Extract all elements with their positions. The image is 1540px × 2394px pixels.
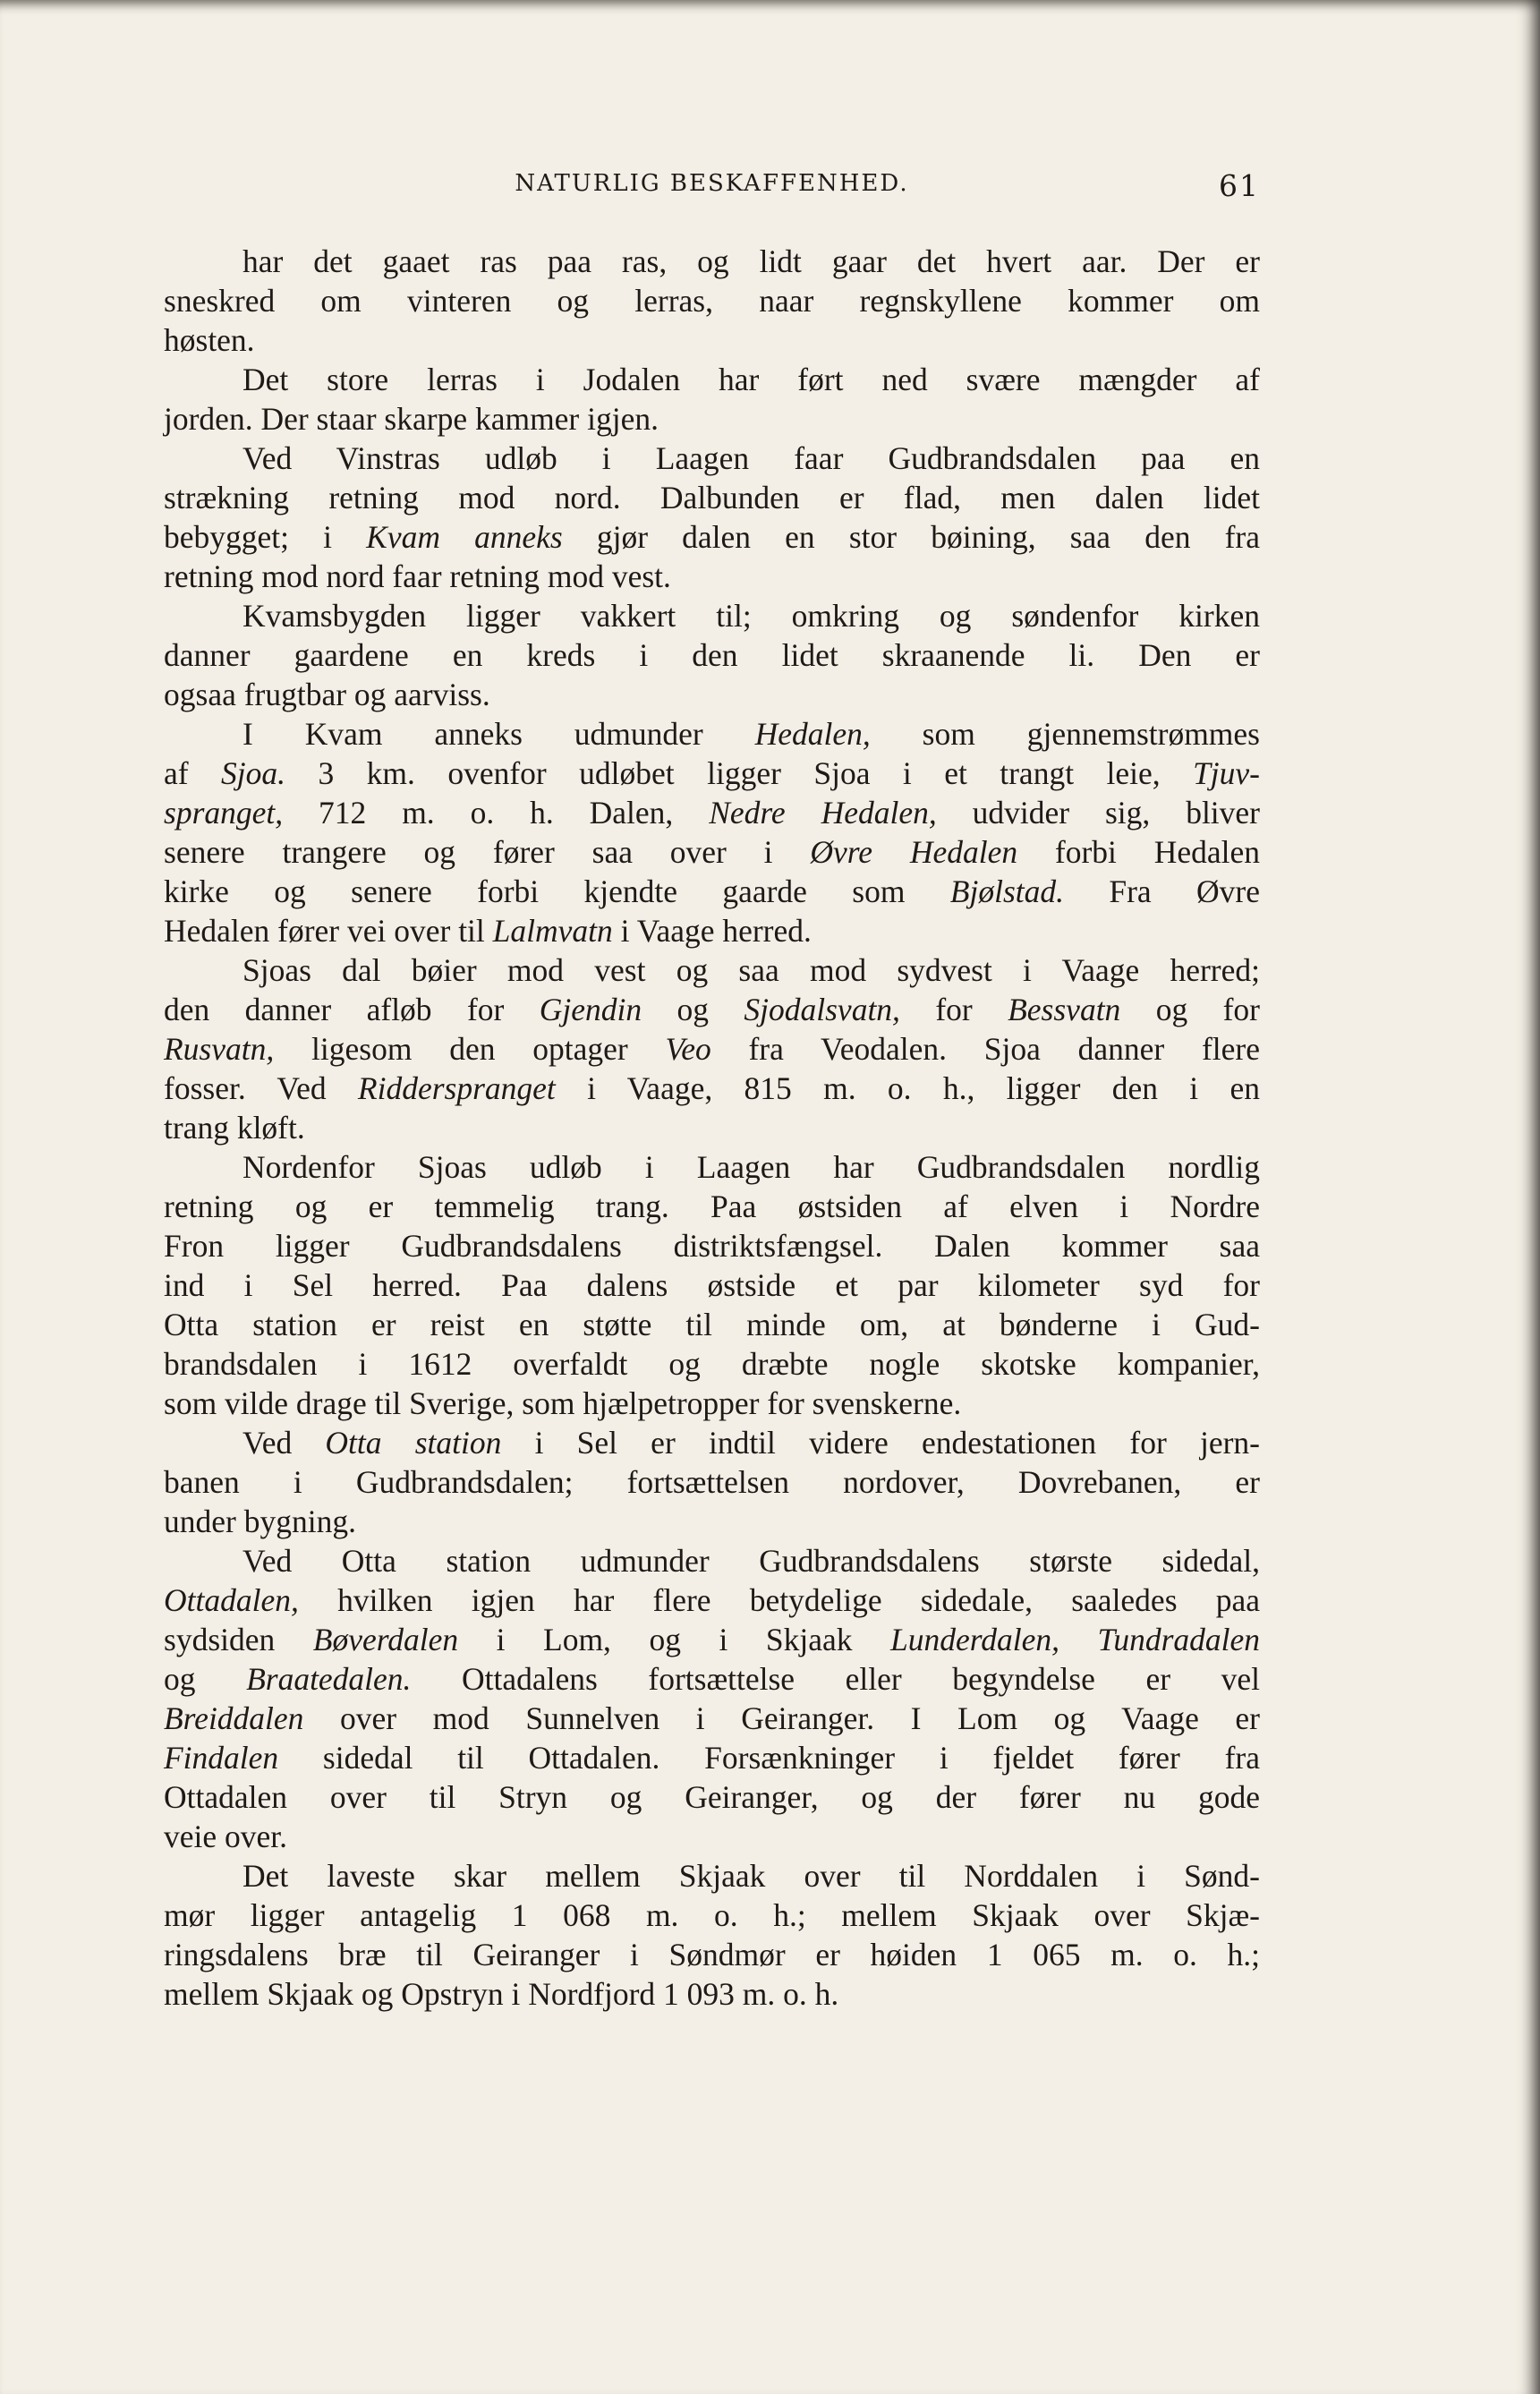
text-line: Ved Otta station i Sel er indtil videre endestationen for jern- bbox=[242, 1425, 1260, 1461]
text-line: Hedalen fører vei over til Lalmvatn i Vaage herred. bbox=[164, 913, 812, 949]
text-line: Ottadalen, hvilken igjen har flere betydelige sidedale, saaledes paa bbox=[164, 1582, 1260, 1618]
running-head bbox=[164, 170, 1260, 209]
text-line: ind i Sel herred. Paa dalens østside et par kilometer syd for bbox=[164, 1267, 1260, 1303]
paragraph bbox=[164, 1147, 1260, 1423]
text-line: spranget, 712 m. o. h. Dalen, Nedre Hedalen, udvider sig, bliver bbox=[164, 795, 1260, 831]
text-line: brandsdalen i 1612 overfaldt og dræbte nogle skotske kompanier, bbox=[164, 1346, 1260, 1382]
page-number: 61 bbox=[1219, 168, 1260, 203]
text-line: retning mod nord faar retning mod vest. bbox=[164, 558, 671, 594]
text-line: retning og er temmelig trang. Paa østsiden af elven i Nordre bbox=[164, 1188, 1260, 1224]
text-line: som vilde drage til Sverige, som hjælpetropper for svenskerne. bbox=[164, 1385, 962, 1421]
paragraph bbox=[164, 596, 1260, 714]
text-line: Findalen sidedal til Ottadalen. Forsænkninger i fjeldet fører fra bbox=[164, 1740, 1260, 1776]
paragraph bbox=[164, 242, 1260, 360]
text-line: trang kløft. bbox=[164, 1110, 305, 1146]
text-line: banen i Gudbrandsdalen; fortsættelsen nordover, Dovrebanen, er bbox=[164, 1464, 1260, 1500]
text-line: Ottadalen over til Stryn og Geiranger, og der fører nu gode bbox=[164, 1779, 1260, 1815]
paragraph bbox=[164, 714, 1260, 950]
text-line: I Kvam anneks udmunder Hedalen, som gjennemstrømmes bbox=[242, 716, 1260, 752]
text-line: danner gaardene en kreds i den lidet skraanende li. Den er bbox=[164, 637, 1260, 673]
text-line: Sjoas dal bøier mod vest og saa mod sydvest i Vaage herred; bbox=[242, 952, 1260, 988]
text-line: Rusvatn, ligesom den optager Veo fra Veodalen. Sjoa danner flere bbox=[164, 1031, 1261, 1067]
text-line: sneskred om vinteren og lerras, naar regnskyllene kommer om bbox=[164, 283, 1260, 319]
text-line: Kvamsbygden ligger vakkert til; omkring og søndenfor kirken bbox=[242, 598, 1260, 634]
text-line: den danner afløb for Gjendin og Sjodalsvatn, for Bessvatn og for bbox=[164, 992, 1260, 1027]
text-line: mør ligger antagelig 1 068 m. o. h.; mellem Skjaak over Skjæ- bbox=[164, 1897, 1260, 1933]
paragraph bbox=[164, 360, 1260, 439]
paragraph bbox=[164, 950, 1260, 1147]
paragraph bbox=[164, 1856, 1260, 2014]
text-line: jorden. Der staar skarpe kammer igjen. bbox=[164, 401, 659, 437]
text-line: sydsiden Bøverdalen i Lom, og i Skjaak Lunderdalen, Tundradalen bbox=[164, 1622, 1261, 1657]
text-line: Nordenfor Sjoas udløb i Laagen har Gudbrandsdalen nordlig bbox=[242, 1149, 1260, 1185]
text-line: Det laveste skar mellem Skjaak over til Norddalen i Sønd- bbox=[242, 1858, 1260, 1894]
text-line: ogsaa frugtbar og aarviss. bbox=[164, 677, 490, 712]
text-line: Ved Vinstras udløb i Laagen faar Gudbrandsdalen paa en bbox=[242, 440, 1260, 476]
text-line: og Braatedalen. Ottadalens fortsættelse eller begyndelse er vel bbox=[164, 1661, 1260, 1697]
body-text bbox=[164, 242, 1260, 2014]
text-line: Det store lerras i Jodalen har ført ned svære mængder af bbox=[242, 362, 1260, 397]
text-line: veie over. bbox=[164, 1819, 287, 1854]
text-line: ringsdalens bræ til Geiranger i Søndmør er høiden 1 065 m. o. h.; bbox=[164, 1937, 1260, 1972]
text-line: Otta station er reist en støtte til minde om, at bønderne i Gud- bbox=[164, 1307, 1260, 1342]
paragraph bbox=[164, 1423, 1260, 1541]
text-line: kirke og senere forbi kjendte gaarde som Bjølstad. Fra Øvre bbox=[164, 873, 1260, 909]
text-line: har det gaaet ras paa ras, og lidt gaar det hvert aar. Der er bbox=[242, 243, 1260, 279]
text-line: strækning retning mod nord. Dalbunden er flad, men dalen lidet bbox=[164, 480, 1260, 515]
text-line: senere trangere og fører saa over i Øvre Hedalen forbi Hedalen bbox=[164, 834, 1260, 870]
text-line: Breiddalen over mod Sunnelven i Geiranger. I Lom og Vaage er bbox=[164, 1700, 1260, 1736]
text-line: fosser. Ved Ridderspranget i Vaage, 815 m. o. h., ligger den i en bbox=[164, 1070, 1260, 1106]
running-title: NATURLIG BESKAFFENHED. bbox=[515, 170, 909, 197]
paragraph bbox=[164, 1541, 1260, 1856]
text-line: mellem Skjaak og Opstryn i Nordfjord 1 093 m. o. h. bbox=[164, 1976, 839, 2012]
text-line: bebygget; i Kvam anneks gjør dalen en stor bøining, saa den fra bbox=[164, 519, 1260, 555]
text-line: Fron ligger Gudbrandsdalens distriktsfængsel. Dalen kommer saa bbox=[164, 1228, 1260, 1264]
text-line: Ved Otta station udmunder Gudbrandsdalens største sidedal, bbox=[242, 1543, 1260, 1579]
text-line: høsten. bbox=[164, 322, 255, 358]
text-line: under bygning. bbox=[164, 1504, 356, 1539]
text-line: af Sjoa. 3 km. ovenfor udløbet ligger Sjoa i et trangt leie, Tjuv- bbox=[164, 755, 1260, 791]
paragraph bbox=[164, 439, 1260, 596]
